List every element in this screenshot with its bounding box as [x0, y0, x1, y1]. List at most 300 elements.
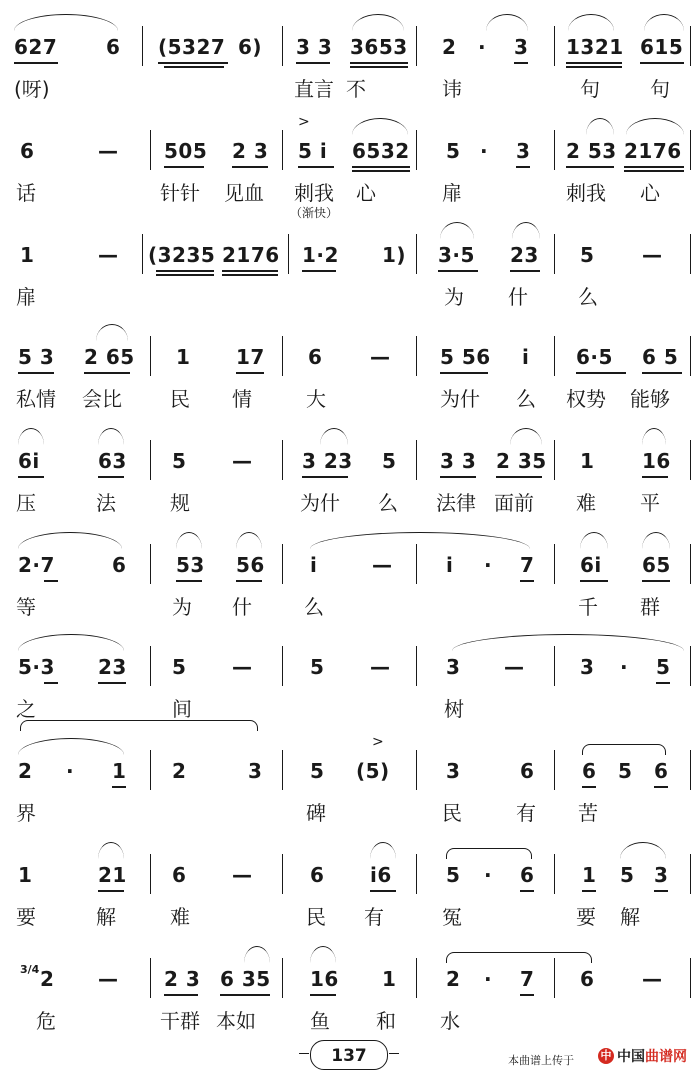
slur [370, 842, 396, 859]
slur [510, 428, 542, 445]
note: 2 3 [164, 967, 201, 991]
note: 1 [582, 863, 597, 887]
lyric: 危 [36, 1009, 56, 1033]
slur [626, 118, 684, 135]
lyric: 么 [378, 491, 398, 515]
logo-text-black: 中国 [617, 1049, 645, 1065]
slur [236, 532, 262, 549]
note: (3235 [148, 243, 216, 267]
lyric: 见血 [224, 181, 264, 205]
note: — [232, 655, 253, 679]
lyric: 权势 [566, 387, 606, 411]
slur [18, 532, 122, 549]
underline [222, 270, 278, 272]
notes-row [0, 134, 700, 168]
lyric: 本如 [216, 1009, 256, 1033]
underline [352, 170, 410, 172]
lyric: 为 [444, 285, 464, 309]
lyric: 私情 [16, 387, 56, 411]
note: · [620, 655, 629, 679]
slur [580, 532, 608, 549]
underline [222, 274, 278, 276]
lyric: 树 [444, 697, 464, 721]
underline [514, 62, 528, 64]
lyric: 什 [508, 285, 528, 309]
lyric: (呀) [14, 77, 50, 101]
underline [520, 580, 534, 582]
note: 6 [106, 35, 121, 59]
note: — [370, 345, 391, 369]
lyric: 难 [170, 905, 190, 929]
underline [582, 890, 596, 892]
score-system-10 [0, 942, 700, 1042]
slur [620, 842, 666, 859]
note: 3·5 [438, 243, 475, 267]
note: 2 3 [232, 139, 269, 163]
note: 6 [520, 759, 535, 783]
notes-row [0, 754, 700, 788]
note: 1321 [566, 35, 624, 59]
underline [566, 66, 622, 68]
lyrics-row [0, 1006, 700, 1036]
note: 3 3 [296, 35, 333, 59]
notes-row [0, 444, 700, 478]
underline [44, 682, 58, 684]
note: 5 [310, 759, 325, 783]
lyrics-row [0, 902, 700, 932]
lyric: 扉 [442, 181, 462, 205]
underline [176, 580, 202, 582]
lyric: 直言 [294, 77, 334, 101]
tempo-mark: （渐快） [290, 206, 339, 220]
underline [582, 786, 596, 788]
note: i6 [370, 863, 392, 887]
underline [510, 270, 540, 272]
notes-row [0, 962, 700, 996]
note: 5 [446, 139, 461, 163]
underline [164, 994, 198, 996]
slur [352, 118, 408, 135]
note: · [484, 863, 493, 887]
lyric: 要 [16, 905, 36, 929]
underline [496, 476, 542, 478]
slur [244, 946, 270, 963]
time-signature: 3/4 [20, 963, 40, 976]
score-system-9 [0, 838, 700, 938]
notes-row [0, 650, 700, 684]
underline [18, 476, 44, 478]
note: 6i [580, 553, 602, 577]
underline [164, 66, 224, 68]
accent-mark: > [298, 114, 310, 130]
underline [520, 890, 534, 892]
note: 5 [310, 655, 325, 679]
slur [586, 118, 614, 135]
slur [18, 738, 124, 755]
note: — [642, 967, 663, 991]
score-system-5 [0, 424, 700, 524]
note: 7 [520, 967, 535, 991]
note: 1 [176, 345, 191, 369]
note: 3653 [350, 35, 408, 59]
note: 2 [18, 759, 33, 783]
note: 5 [172, 655, 187, 679]
notes-row [0, 858, 700, 892]
slur [98, 842, 124, 859]
note: 1·2 [302, 243, 339, 267]
underline [164, 166, 204, 168]
underline [236, 372, 264, 374]
note: 5 [620, 863, 635, 887]
underline [566, 166, 614, 168]
slur [568, 14, 614, 31]
lyric: 水 [440, 1009, 460, 1033]
note: 2 [442, 35, 457, 59]
note: 5 [446, 863, 461, 887]
note: — [98, 139, 119, 163]
underline [302, 476, 348, 478]
underline [642, 580, 670, 582]
note: 2176 [624, 139, 682, 163]
note: — [504, 655, 525, 679]
underline [576, 372, 626, 374]
lyric: 碑 [306, 801, 326, 825]
lyrics-row [0, 798, 700, 828]
note: 1 [112, 759, 127, 783]
lyric: 要 [576, 905, 596, 929]
note: 2 [446, 967, 461, 991]
note: · [484, 967, 493, 991]
note: 615 [640, 35, 684, 59]
lyric: 难 [576, 491, 596, 515]
note: 5 [172, 449, 187, 473]
note: 6 35 [220, 967, 271, 991]
note: 2176 [222, 243, 280, 267]
lyric: 句 [580, 77, 600, 101]
note: 3 3 [440, 449, 477, 473]
lyrics-row [0, 384, 700, 414]
note: 6 5 [642, 345, 679, 369]
note: 2·7 [18, 553, 55, 577]
note: 6 [308, 345, 323, 369]
underline [98, 890, 124, 892]
lyric: 为 [172, 595, 192, 619]
note: 1 [20, 243, 35, 267]
lyric: 冤 [442, 905, 462, 929]
underline [440, 476, 476, 478]
note: 6i [18, 449, 40, 473]
underline [302, 270, 336, 272]
slur [310, 532, 530, 549]
lyric: 心 [356, 181, 376, 205]
note: 3 [580, 655, 595, 679]
lyric: 和 [376, 1009, 396, 1033]
slur [20, 720, 258, 731]
note: 1 [18, 863, 33, 887]
slur [452, 634, 684, 651]
underline [156, 270, 214, 272]
score-system-3 [0, 206, 700, 318]
underline [158, 62, 228, 64]
note: 3 [514, 35, 529, 59]
underline [84, 372, 130, 374]
notes-row [0, 548, 700, 582]
note: i [446, 553, 454, 577]
slur [486, 14, 528, 31]
underline [18, 372, 54, 374]
lyric: 法律 [436, 491, 476, 515]
lyric: 么 [304, 595, 324, 619]
underline [310, 994, 336, 996]
lyric: 针针 [160, 181, 200, 205]
note: 23 [98, 655, 127, 679]
note: 3 [248, 759, 263, 783]
lyric: 大 [306, 387, 326, 411]
note: — [232, 863, 253, 887]
note: 6 [654, 759, 669, 783]
underline [156, 274, 214, 276]
slur [320, 428, 348, 445]
note: i [522, 345, 530, 369]
underline [370, 890, 396, 892]
lyric: 刺我 [566, 181, 606, 205]
underline [642, 476, 668, 478]
note: 16 [642, 449, 671, 473]
lyrics-row [0, 488, 700, 518]
lyric: 解 [96, 905, 116, 929]
lyric: 话 [16, 181, 36, 205]
lyric: 鱼 [310, 1009, 330, 1033]
note: 6 [20, 139, 35, 163]
lyric: 间 [172, 697, 192, 721]
lyric: 什 [232, 595, 252, 619]
lyric: 千 [578, 595, 598, 619]
underline [440, 372, 488, 374]
note: 3 23 [302, 449, 353, 473]
note: 1 [382, 967, 397, 991]
lyric: 能够 [630, 387, 670, 411]
underline [14, 62, 58, 64]
note: 6 [580, 967, 595, 991]
note: 5 3 [18, 345, 55, 369]
note: 2 53 [566, 139, 617, 163]
note: — [642, 243, 663, 267]
lyric: 界 [16, 801, 36, 825]
note: 6 [520, 863, 535, 887]
lyric: 刺我 [294, 181, 334, 205]
lyric: 为什 [300, 491, 340, 515]
note: 53 [176, 553, 205, 577]
slur [642, 532, 670, 549]
note: · [478, 35, 487, 59]
score-system-1 [0, 10, 700, 110]
underline [236, 580, 262, 582]
note: 6532 [352, 139, 410, 163]
underline [350, 62, 408, 64]
note: · [480, 139, 489, 163]
lyrics-row [0, 592, 700, 622]
lyric: 讳 [442, 77, 462, 101]
logo-text [617, 1048, 687, 1066]
lyric: 干群 [160, 1009, 200, 1033]
note: 2 35 [496, 449, 547, 473]
note: 63 [98, 449, 127, 473]
lyric: 会比 [82, 387, 122, 411]
note: — [98, 243, 119, 267]
note: 2 [172, 759, 187, 783]
site-logo[interactable] [598, 1046, 698, 1068]
slur [310, 946, 336, 963]
note: 7 [520, 553, 535, 577]
lyric: 有 [364, 905, 384, 929]
upload-note: 本曲谱上传于 [508, 1054, 574, 1067]
underline [580, 580, 608, 582]
slur [644, 14, 684, 31]
note: 3 [446, 655, 461, 679]
slur [98, 428, 124, 445]
note: 5 [382, 449, 397, 473]
lyric: 么 [578, 285, 598, 309]
slur [176, 532, 202, 549]
lyrics-row [0, 282, 700, 312]
lyric: 民 [306, 905, 326, 929]
underline [298, 166, 334, 168]
note: — [370, 655, 391, 679]
note: — [372, 553, 393, 577]
note: 6 [112, 553, 127, 577]
notes-row [0, 340, 700, 374]
lyric: 不 [346, 77, 366, 101]
note: 6·5 [576, 345, 613, 369]
note: 3 [516, 139, 531, 163]
underline [520, 994, 534, 996]
note: 5 56 [440, 345, 491, 369]
note: 505 [164, 139, 208, 163]
notes-row [0, 30, 700, 64]
note: 6 [582, 759, 597, 783]
notes-row [0, 238, 700, 272]
score-system-2 [0, 114, 700, 214]
underline [98, 476, 124, 478]
note: 1 [580, 449, 595, 473]
note: 5 [618, 759, 633, 783]
note: 2 65 [84, 345, 135, 369]
underline [438, 270, 478, 272]
slur [18, 428, 44, 445]
underline [352, 166, 410, 168]
logo-text-red: 曲谱网 [645, 1049, 687, 1065]
note: · [66, 759, 75, 783]
lyric: 为什 [440, 387, 480, 411]
note: 6 [310, 863, 325, 887]
lyric: 等 [16, 595, 36, 619]
underline [296, 62, 330, 64]
lyric: 有 [516, 801, 536, 825]
lyric: 民 [442, 801, 462, 825]
note: 3 [654, 863, 669, 887]
underline [350, 66, 408, 68]
underline [640, 62, 684, 64]
page-number: 137 [310, 1040, 388, 1070]
slur [18, 634, 124, 651]
note: · [484, 553, 493, 577]
score-system-7 [0, 630, 700, 730]
note: 5·3 [18, 655, 55, 679]
lyric: 之 [16, 697, 36, 721]
slur [440, 222, 474, 239]
note: 17 [236, 345, 265, 369]
lyric: 苦 [578, 801, 598, 825]
note: 21 [98, 863, 127, 887]
slur [352, 14, 404, 31]
lyric: 扉 [16, 285, 36, 309]
underline [112, 786, 126, 788]
underline [656, 682, 670, 684]
note: 56 [236, 553, 265, 577]
slur [14, 14, 118, 31]
score-system-4 [0, 320, 700, 420]
underline [220, 994, 270, 996]
slur [642, 428, 666, 445]
underline [624, 166, 684, 168]
underline [654, 786, 668, 788]
lyric: 压 [16, 491, 36, 515]
lyrics-row [0, 178, 700, 208]
lyric: 法 [96, 491, 116, 515]
note: — [232, 449, 253, 473]
score-system-6 [0, 528, 700, 628]
underline [44, 580, 58, 582]
slur [512, 222, 540, 239]
note: (5327 [158, 35, 226, 59]
lyric: 群 [640, 595, 660, 619]
note: 1) [382, 243, 407, 267]
note: 3 [446, 759, 461, 783]
underline [654, 890, 668, 892]
underline [566, 62, 622, 64]
lyric: 解 [620, 905, 640, 929]
note: 65 [642, 553, 671, 577]
underline [516, 166, 530, 168]
underline [98, 682, 126, 684]
underline [642, 372, 682, 374]
note: — [98, 967, 119, 991]
note: 16 [310, 967, 339, 991]
underline [624, 170, 684, 172]
note: 627 [14, 35, 58, 59]
note: 6 [172, 863, 187, 887]
note: 5 i [298, 139, 328, 163]
lyrics-row [0, 74, 700, 104]
lyric: 句 [650, 77, 670, 101]
page-footer [0, 1040, 700, 1074]
note: 23 [510, 243, 539, 267]
logo-icon: 中 [598, 1048, 614, 1064]
note: (5) [356, 759, 390, 783]
note: 5 [580, 243, 595, 267]
lyric: 么 [516, 387, 536, 411]
lyric: 心 [640, 181, 660, 205]
note: 6) [238, 35, 263, 59]
note: 5 [656, 655, 671, 679]
lyric: 平 [640, 491, 660, 515]
note: i [310, 553, 318, 577]
lyric: 规 [170, 491, 190, 515]
accent-mark: > [372, 734, 384, 750]
underline [232, 166, 268, 168]
lyric: 面前 [494, 491, 534, 515]
note: 2 [40, 967, 55, 991]
